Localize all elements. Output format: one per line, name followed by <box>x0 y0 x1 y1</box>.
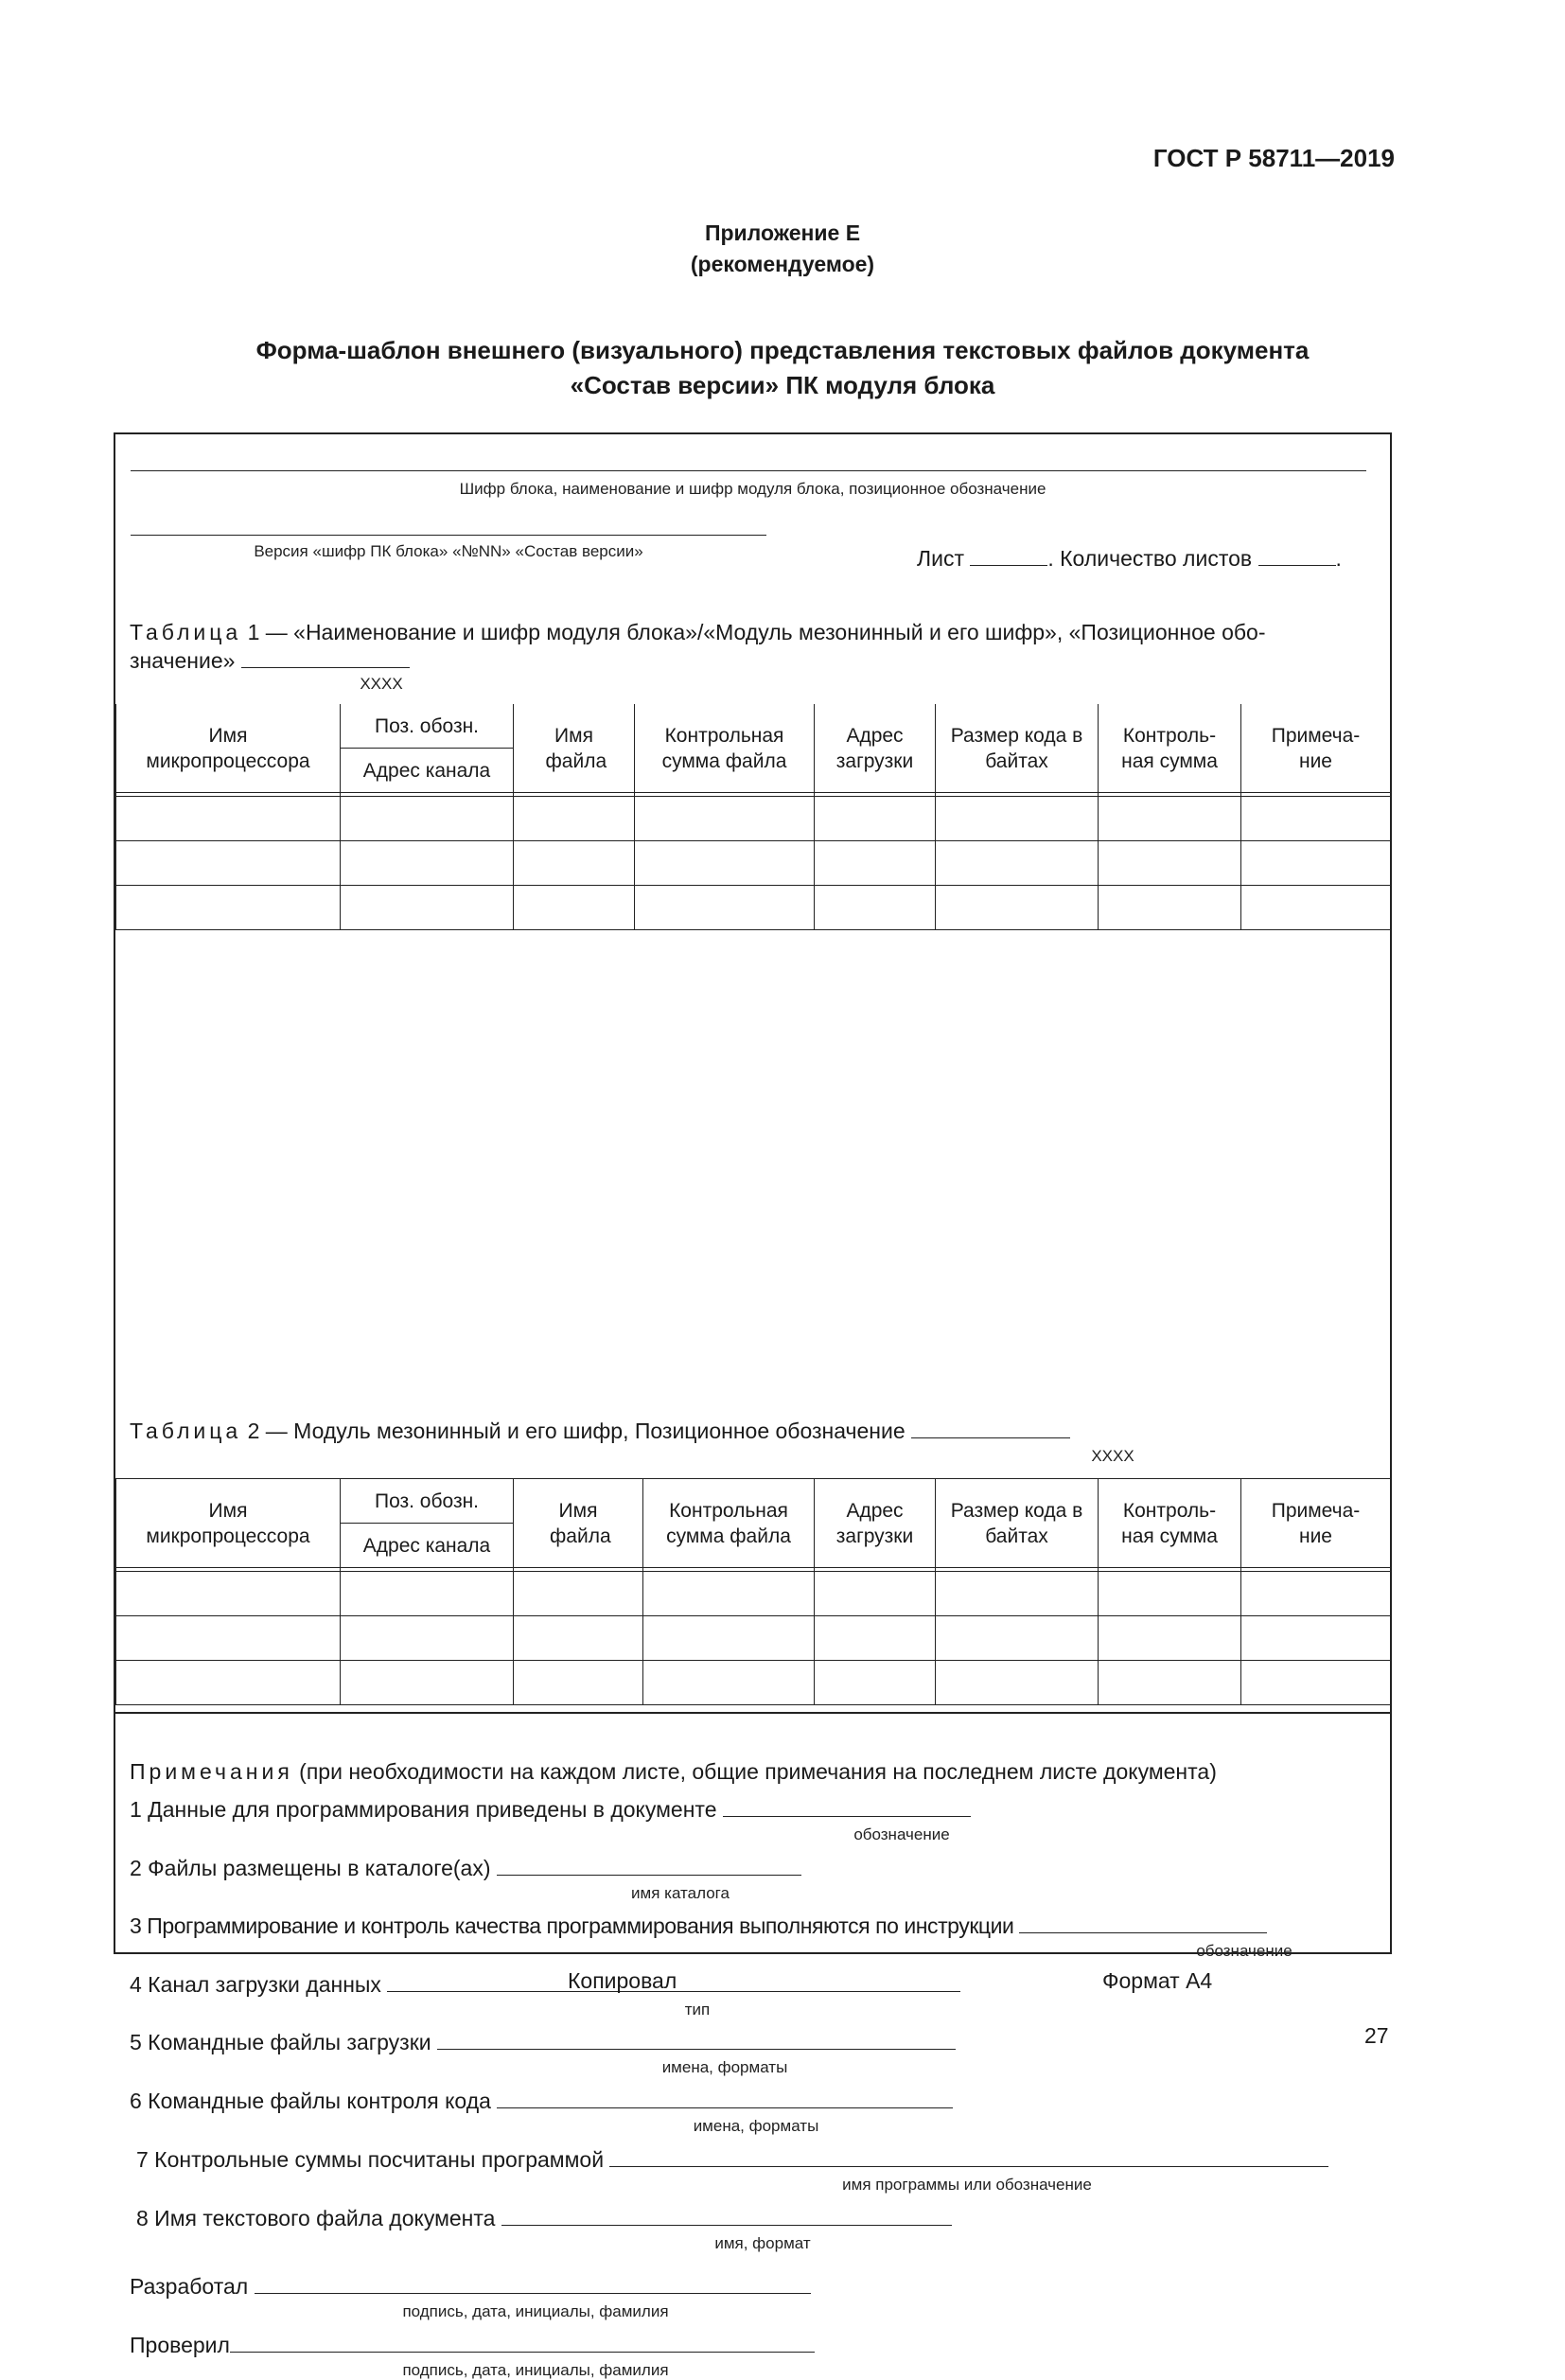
block-name-line <box>131 470 1366 471</box>
note-caption-8: имя, формат <box>714 2234 811 2252</box>
form-title-line1: Форма-шаблон внешнего (визуального) представления текстовых файлов документа <box>255 336 1310 364</box>
table-cell[interactable] <box>643 1572 815 1616</box>
table1-label-line2 <box>130 648 410 674</box>
table-cell[interactable] <box>936 1572 1099 1616</box>
appendix-heading <box>0 218 1565 280</box>
col-header-text: Примеча-ние <box>1271 724 1361 772</box>
col-header-checksum <box>1099 704 1241 793</box>
table-row <box>116 1616 1391 1661</box>
table2-position-blank <box>911 1437 1070 1438</box>
table-cell[interactable] <box>1241 841 1391 886</box>
table-row <box>116 1661 1391 1705</box>
table1-label-word: Таблица <box>130 620 242 644</box>
table-cell[interactable] <box>815 1616 936 1661</box>
developed-caption: подпись, дата, инициалы, фамилия <box>402 2302 669 2320</box>
table-row <box>116 886 1391 930</box>
table-cell[interactable] <box>514 1661 643 1705</box>
notes-heading-text: (при необходимости на каждом листе, общие примечания на последнем листе документа) <box>292 1759 1217 1784</box>
table-cell[interactable] <box>341 1616 514 1661</box>
table-cell[interactable] <box>936 1661 1099 1705</box>
col-header-text: Контрольная сумма файла <box>666 1499 791 1547</box>
table2-header-row <box>116 1479 1391 1524</box>
table2-label-text: 2 — Модуль мезонинный и его шифр, Позиционное обозначение <box>241 1419 906 1443</box>
checked-by <box>130 2333 815 2358</box>
col-header-code-size <box>936 704 1099 793</box>
table1 <box>115 704 1391 930</box>
note-item-2 <box>130 1856 801 1881</box>
notes-divider <box>115 1712 1390 1714</box>
note-blank[interactable] <box>609 2166 1328 2167</box>
table-cell[interactable] <box>1099 797 1241 841</box>
table-row <box>116 797 1391 841</box>
table-cell[interactable] <box>341 886 514 930</box>
table-cell[interactable] <box>936 886 1099 930</box>
table-cell[interactable] <box>1099 886 1241 930</box>
note-item-4 <box>130 1972 960 1998</box>
col-header-channel-address: Адрес канала <box>341 1524 514 1568</box>
table1-position-blank <box>241 667 410 668</box>
table1-label <box>130 620 1265 645</box>
table-cell[interactable] <box>1099 841 1241 886</box>
col-header-channel-address: Адрес канала <box>341 749 514 793</box>
footer-copied: Копировал <box>568 1968 677 1993</box>
table-cell[interactable] <box>635 886 815 930</box>
table-cell[interactable] <box>116 841 341 886</box>
version-line <box>131 535 766 536</box>
table-cell[interactable] <box>116 1572 341 1616</box>
table2-label-word: Таблица <box>130 1419 242 1443</box>
table-cell[interactable] <box>1241 886 1391 930</box>
checked-label: Проверил <box>130 2333 230 2357</box>
note-blank[interactable] <box>497 1875 801 1876</box>
table-cell[interactable] <box>1241 1661 1391 1705</box>
col-header-position: Поз. обозн. <box>341 704 514 749</box>
table-cell[interactable] <box>341 1572 514 1616</box>
note-blank[interactable] <box>437 2049 956 2050</box>
developed-blank[interactable] <box>255 2293 811 2294</box>
table-cell[interactable] <box>635 841 815 886</box>
notes-heading <box>130 1759 1217 1785</box>
note-item-6 <box>130 2089 953 2114</box>
table-cell[interactable] <box>643 1661 815 1705</box>
sheet-info <box>917 546 1342 572</box>
col-header-note <box>1241 704 1391 793</box>
table-cell[interactable] <box>815 1661 936 1705</box>
note-item-text: 2 Файлы размещены в каталоге(ах) <box>130 1856 491 1880</box>
developed-label: Разработал <box>130 2274 249 2299</box>
col-header-position: Поз. обозн. <box>341 1479 514 1524</box>
col-header-text: Адрес загрузки <box>835 1499 914 1547</box>
note-blank[interactable] <box>1019 1932 1267 1933</box>
table-cell[interactable] <box>815 886 936 930</box>
note-item-8 <box>136 2206 952 2231</box>
table-cell[interactable] <box>1099 1661 1241 1705</box>
col-header-text: Размер кода в байтах <box>950 1499 1083 1547</box>
table-cell[interactable] <box>514 1572 643 1616</box>
form-title <box>0 333 1565 403</box>
table-cell[interactable] <box>815 797 936 841</box>
note-blank[interactable] <box>723 1816 971 1817</box>
table-cell[interactable] <box>1241 1616 1391 1661</box>
developed-by <box>130 2274 811 2300</box>
table-cell[interactable] <box>635 797 815 841</box>
table-cell[interactable] <box>936 797 1099 841</box>
note-item-text: 3 Программирование и контроль качества программирования выполняются по инструкции <box>130 1913 1014 1938</box>
note-caption-1: обозначение <box>853 1825 950 1843</box>
col-header-filename <box>514 1479 643 1568</box>
table-cell[interactable] <box>341 1661 514 1705</box>
col-header-text: Примеча-ние <box>1271 1499 1361 1547</box>
notes-heading-word: Примечания <box>130 1759 293 1784</box>
col-header-text: Адрес загрузки <box>835 724 914 772</box>
col-header-text: Имя файла <box>545 724 607 772</box>
table-cell[interactable] <box>936 841 1099 886</box>
note-caption-2: имя каталога <box>631 1884 730 1902</box>
col-header-text: Имя микропроцессора <box>146 724 310 772</box>
note-item-7 <box>136 2147 1328 2173</box>
table1-label-text: 1 — «Наименование и шифр модуля блока»/«Модуль мезонинный и его шифр», «Позиционное обо- <box>241 620 1266 644</box>
col-header-text: Размер кода в байтах <box>950 724 1083 772</box>
col-header-microprocessor <box>116 1479 341 1568</box>
table-cell[interactable] <box>514 797 635 841</box>
table-cell[interactable] <box>341 797 514 841</box>
table-cell[interactable] <box>1099 1616 1241 1661</box>
note-blank[interactable] <box>501 2225 952 2226</box>
appendix-subtitle: (рекомендуемое) <box>690 252 875 276</box>
table-cell[interactable] <box>116 797 341 841</box>
col-header-text: Контрольная сумма файла <box>661 724 787 772</box>
col-header-filename <box>514 704 635 793</box>
table2-placeholder: XXXX <box>1091 1447 1134 1465</box>
table2-label <box>130 1419 1070 1444</box>
sheet-number-blank <box>970 565 1047 566</box>
note-blank[interactable] <box>497 2107 953 2108</box>
table-cell[interactable] <box>116 1661 341 1705</box>
col-header-code-size <box>936 1479 1099 1568</box>
note-item-text: 5 Командные файлы загрузки <box>130 2030 431 2054</box>
col-header-text: Имя файла <box>550 1499 611 1547</box>
table-cell[interactable] <box>1241 797 1391 841</box>
table-cell[interactable] <box>936 1616 1099 1661</box>
table1-label-line2-text: значение» <box>130 648 236 673</box>
col-header-text: Контроль-ная сумма <box>1121 724 1218 772</box>
col-header-checksum <box>1099 1479 1241 1568</box>
sheet-label: Лист <box>917 546 964 571</box>
note-item-3 <box>130 1913 1267 1939</box>
col-header-load-address <box>815 704 936 793</box>
table-cell[interactable] <box>341 841 514 886</box>
table-cell[interactable] <box>116 886 341 930</box>
form-title-line2: «Состав версии» ПК модуля блока <box>570 371 995 399</box>
appendix-title: Приложение Е <box>704 220 861 245</box>
note-item-text: 6 Командные файлы контроля кода <box>130 2089 491 2113</box>
table2 <box>115 1478 1391 1705</box>
note-item-1 <box>130 1797 971 1823</box>
footer-format: Формат А4 <box>1102 1968 1213 1993</box>
version-caption: Версия «шифр ПК блока» «№NN» «Состав версии» <box>254 542 643 560</box>
note-item-text: 7 Контрольные суммы посчитаны программой <box>136 2147 605 2172</box>
table1-header-row <box>116 704 1391 749</box>
table-cell[interactable] <box>514 886 635 930</box>
table-cell[interactable] <box>1241 1572 1391 1616</box>
col-header-file-checksum <box>635 704 815 793</box>
document-id: ГОСТ Р 58711—2019 <box>1152 144 1395 172</box>
note-caption-5: имена, форматы <box>661 2058 788 2076</box>
sheet-end: . <box>1335 546 1342 571</box>
note-item-text: 8 Имя текстового файла документа <box>136 2206 496 2230</box>
col-header-file-checksum <box>643 1479 815 1568</box>
note-caption-7: имя программы или обозначение <box>842 2176 1092 2194</box>
note-caption-4: тип <box>684 2001 711 2019</box>
table-cell[interactable] <box>815 841 936 886</box>
note-caption-3: обозначение <box>1196 1942 1292 1960</box>
checked-blank[interactable] <box>230 2352 815 2353</box>
table-cell[interactable] <box>815 1572 936 1616</box>
col-header-text: Контроль-ная сумма <box>1121 1499 1218 1547</box>
note-item-5 <box>130 2030 956 2055</box>
table-cell[interactable] <box>514 841 635 886</box>
col-header-note <box>1241 1479 1391 1568</box>
table-cell[interactable] <box>514 1616 643 1661</box>
table-cell[interactable] <box>1099 1572 1241 1616</box>
table-cell[interactable] <box>643 1616 815 1661</box>
block-name-caption: Шифр блока, наименование и шифр модуля блока, позиционное обозначение <box>459 480 1046 498</box>
col-header-load-address <box>815 1479 936 1568</box>
table-row <box>116 841 1391 886</box>
note-caption-6: имена, форматы <box>693 2117 819 2135</box>
sheet-count-label: . Количество листов <box>1047 546 1253 571</box>
checked-caption: подпись, дата, инициалы, фамилия <box>402 2361 669 2379</box>
table1-placeholder: XXXX <box>360 675 403 693</box>
note-item-text: 4 Канал загрузки данных <box>130 1972 381 1997</box>
table-cell[interactable] <box>116 1616 341 1661</box>
col-header-text: Имя микропроцессора <box>146 1499 310 1547</box>
note-item-text: 1 Данные для программирования приведены в документе <box>130 1797 717 1822</box>
sheet-count-blank <box>1258 565 1336 566</box>
page-number: 27 <box>1364 2023 1389 2048</box>
col-header-microprocessor <box>116 704 341 793</box>
table-row <box>116 1572 1391 1616</box>
